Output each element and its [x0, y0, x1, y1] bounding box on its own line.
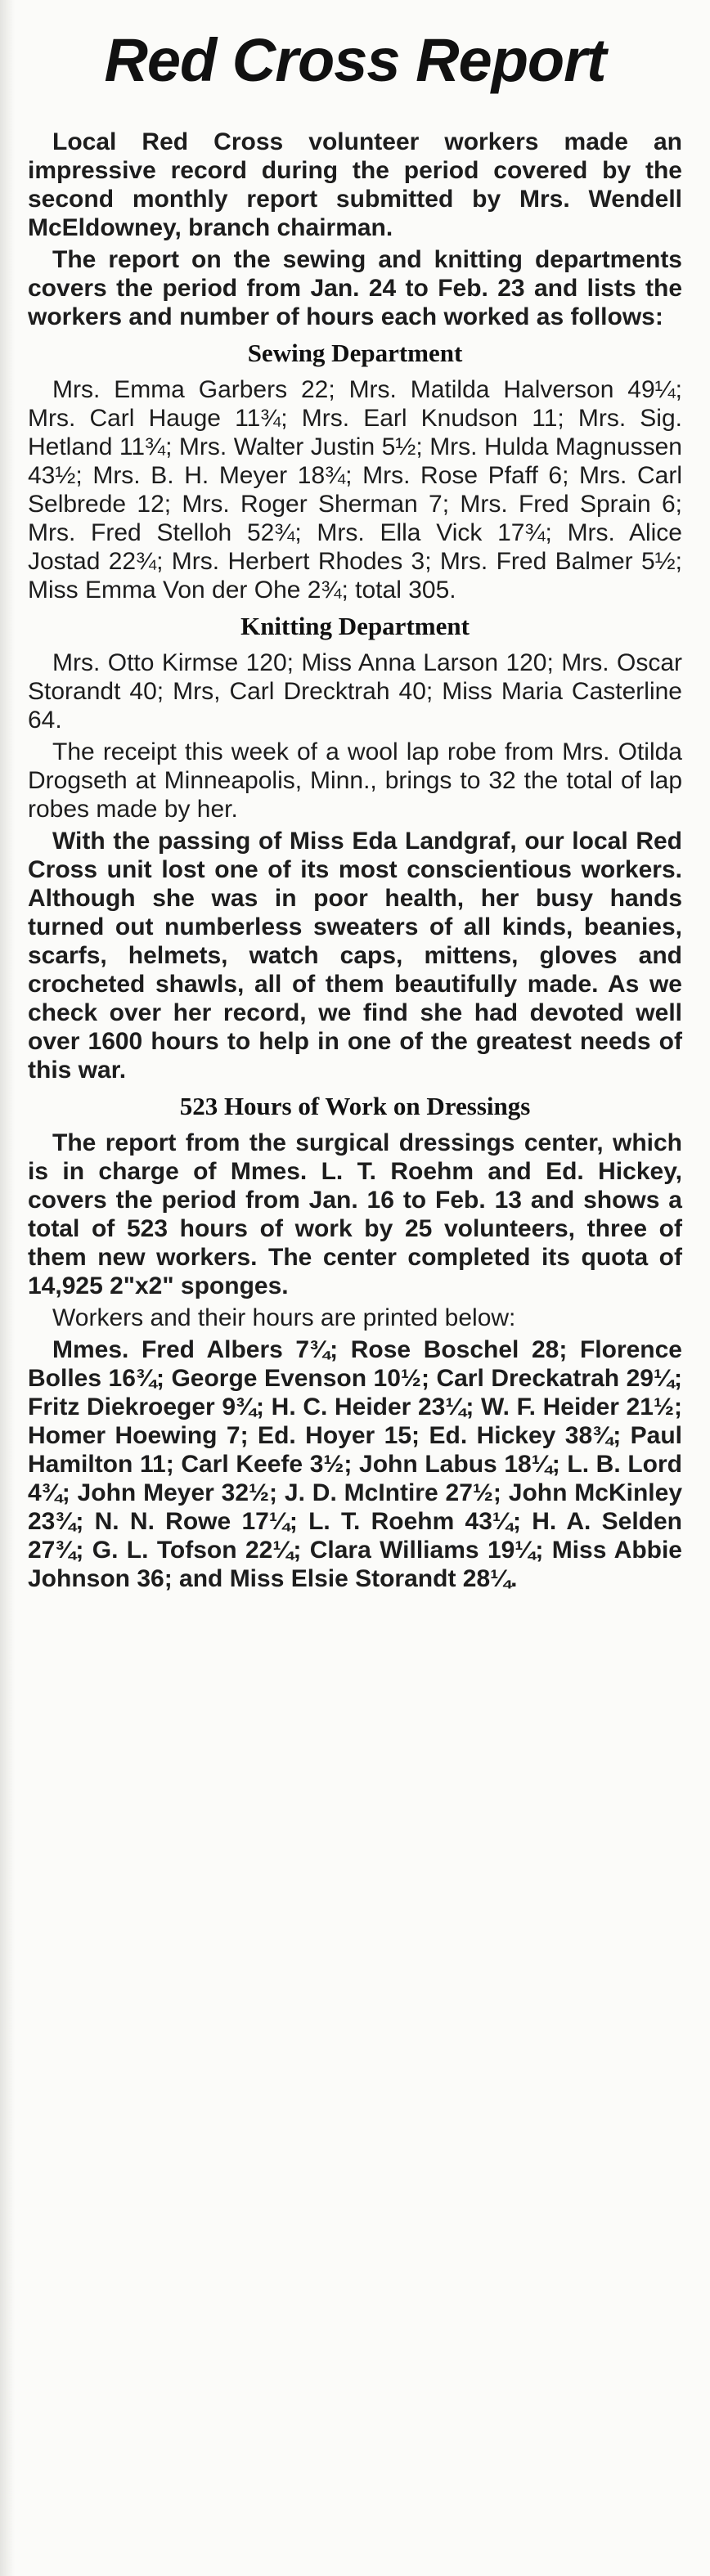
sewing-list: Mrs. Emma Garbers 22; Mrs. Matilda Halverson 49¼; Mrs. Carl Hauge 11¾; Mrs. Earl Knudson 11; Mrs. Sig. Hetland 11¾; Mrs. Walter Justin 5½; Mrs. Hulda Magnussen 43½; Mrs. B. H. Meyer 18¾; Mrs. Rose Pfaff 6; Mrs. Carl Selbrede 12; Mrs. Roger Sherman 7; Mrs. Fred Sprain 6; Mrs. Fred Stelloh 52¾; Mrs. Ella Vick 17¾; Mrs. Alice Jostad 22¾; Mrs. Herbert Rhodes 3; Mrs. Fred Balmer 5½; Miss Emma Von der Ohe 2¾; total 305.	[28, 376, 682, 604]
headline: Red Cross Report	[104, 26, 606, 94]
knitting-list: Mrs. Otto Kirmse 120; Miss Anna Larson 120; Mrs. Oscar Storandt 40; Mrs, Carl Drecktrah 40; Miss Maria Casterline 64.	[28, 649, 682, 734]
report-intro-paragraph: The report on the sewing and knitting departments covers the period from Jan. 24 to Feb. 23 and lists the workers and number of hours each worked as follows:	[28, 246, 682, 330]
workers-intro-paragraph: Workers and their hours are printed below:	[52, 1304, 516, 1331]
dressings-report-paragraph: The report from the surgical dressings center, which is in charge of Mmes. L. T. Roehm and Ed. Hickey, covers the period from Jan. 16 to Feb. 13 and shows a total of 523 hours of work by 25 volunteers, three of them new workers. The center completed its quota of 14,925 2"x2" sponges.	[28, 1129, 682, 1299]
knitting-heading: Knitting Department	[240, 612, 470, 640]
article	[28, 23, 682, 1596]
sewing-heading: Sewing Department	[247, 339, 463, 367]
landgraf-paragraph: With the passing of Miss Eda Landgraf, our local Red Cross unit lost one of its most conscientious workers. Although she was in poor health, her busy hands turned out numberless sweaters of all kinds, beanies, scarfs, helmets, watch caps, mittens, gloves and crocheted shawls, all of them beautifully made. As we check over her record, we find she had devoted well over 1600 hours to help in one of the greatest needs of this war.	[28, 828, 682, 1084]
intro-paragraph: Local Red Cross volunteer workers made an impressive record during the period covered by the second monthly report submitted by Mrs. Wendell McEldowney, branch chairman.	[28, 128, 682, 241]
dressings-heading: 523 Hours of Work on Dressings	[179, 1092, 531, 1120]
lap-robe-paragraph: The receipt this week of a wool lap robe from Mrs. Otilda Drogseth at Minneapolis, Minn., brings to 32 the total of lap robes made by her.	[28, 738, 682, 823]
column-edge-shading	[0, 0, 15, 2576]
dressings-list: Mmes. Fred Albers 7¾; Rose Boschel 28; Florence Bolles 16¾; George Evenson 10½; Carl Dreckatrah 29¼; Fritz Diekroeger 9¾; H. C. Heider 23¼; W. F. Heider 21½; Homer Hoewing 7; Ed. Hoyer 15; Ed. Hickey 38¾; Paul Hamilton 11; Carl Keefe 3½; John Labus 18¼; L. B. Lord 4¾; John Meyer 32½; J. D. McIntire 27½; John McKinley 23¾; N. N. Rowe 17¼; L. T. Roehm 43¼; H. A. Selden 27¾; G. L. Tofson 22¼; Clara Williams 19¼; Miss Abbie Johnson 36; and Miss Elsie Storandt 28¼.	[28, 1336, 682, 1592]
